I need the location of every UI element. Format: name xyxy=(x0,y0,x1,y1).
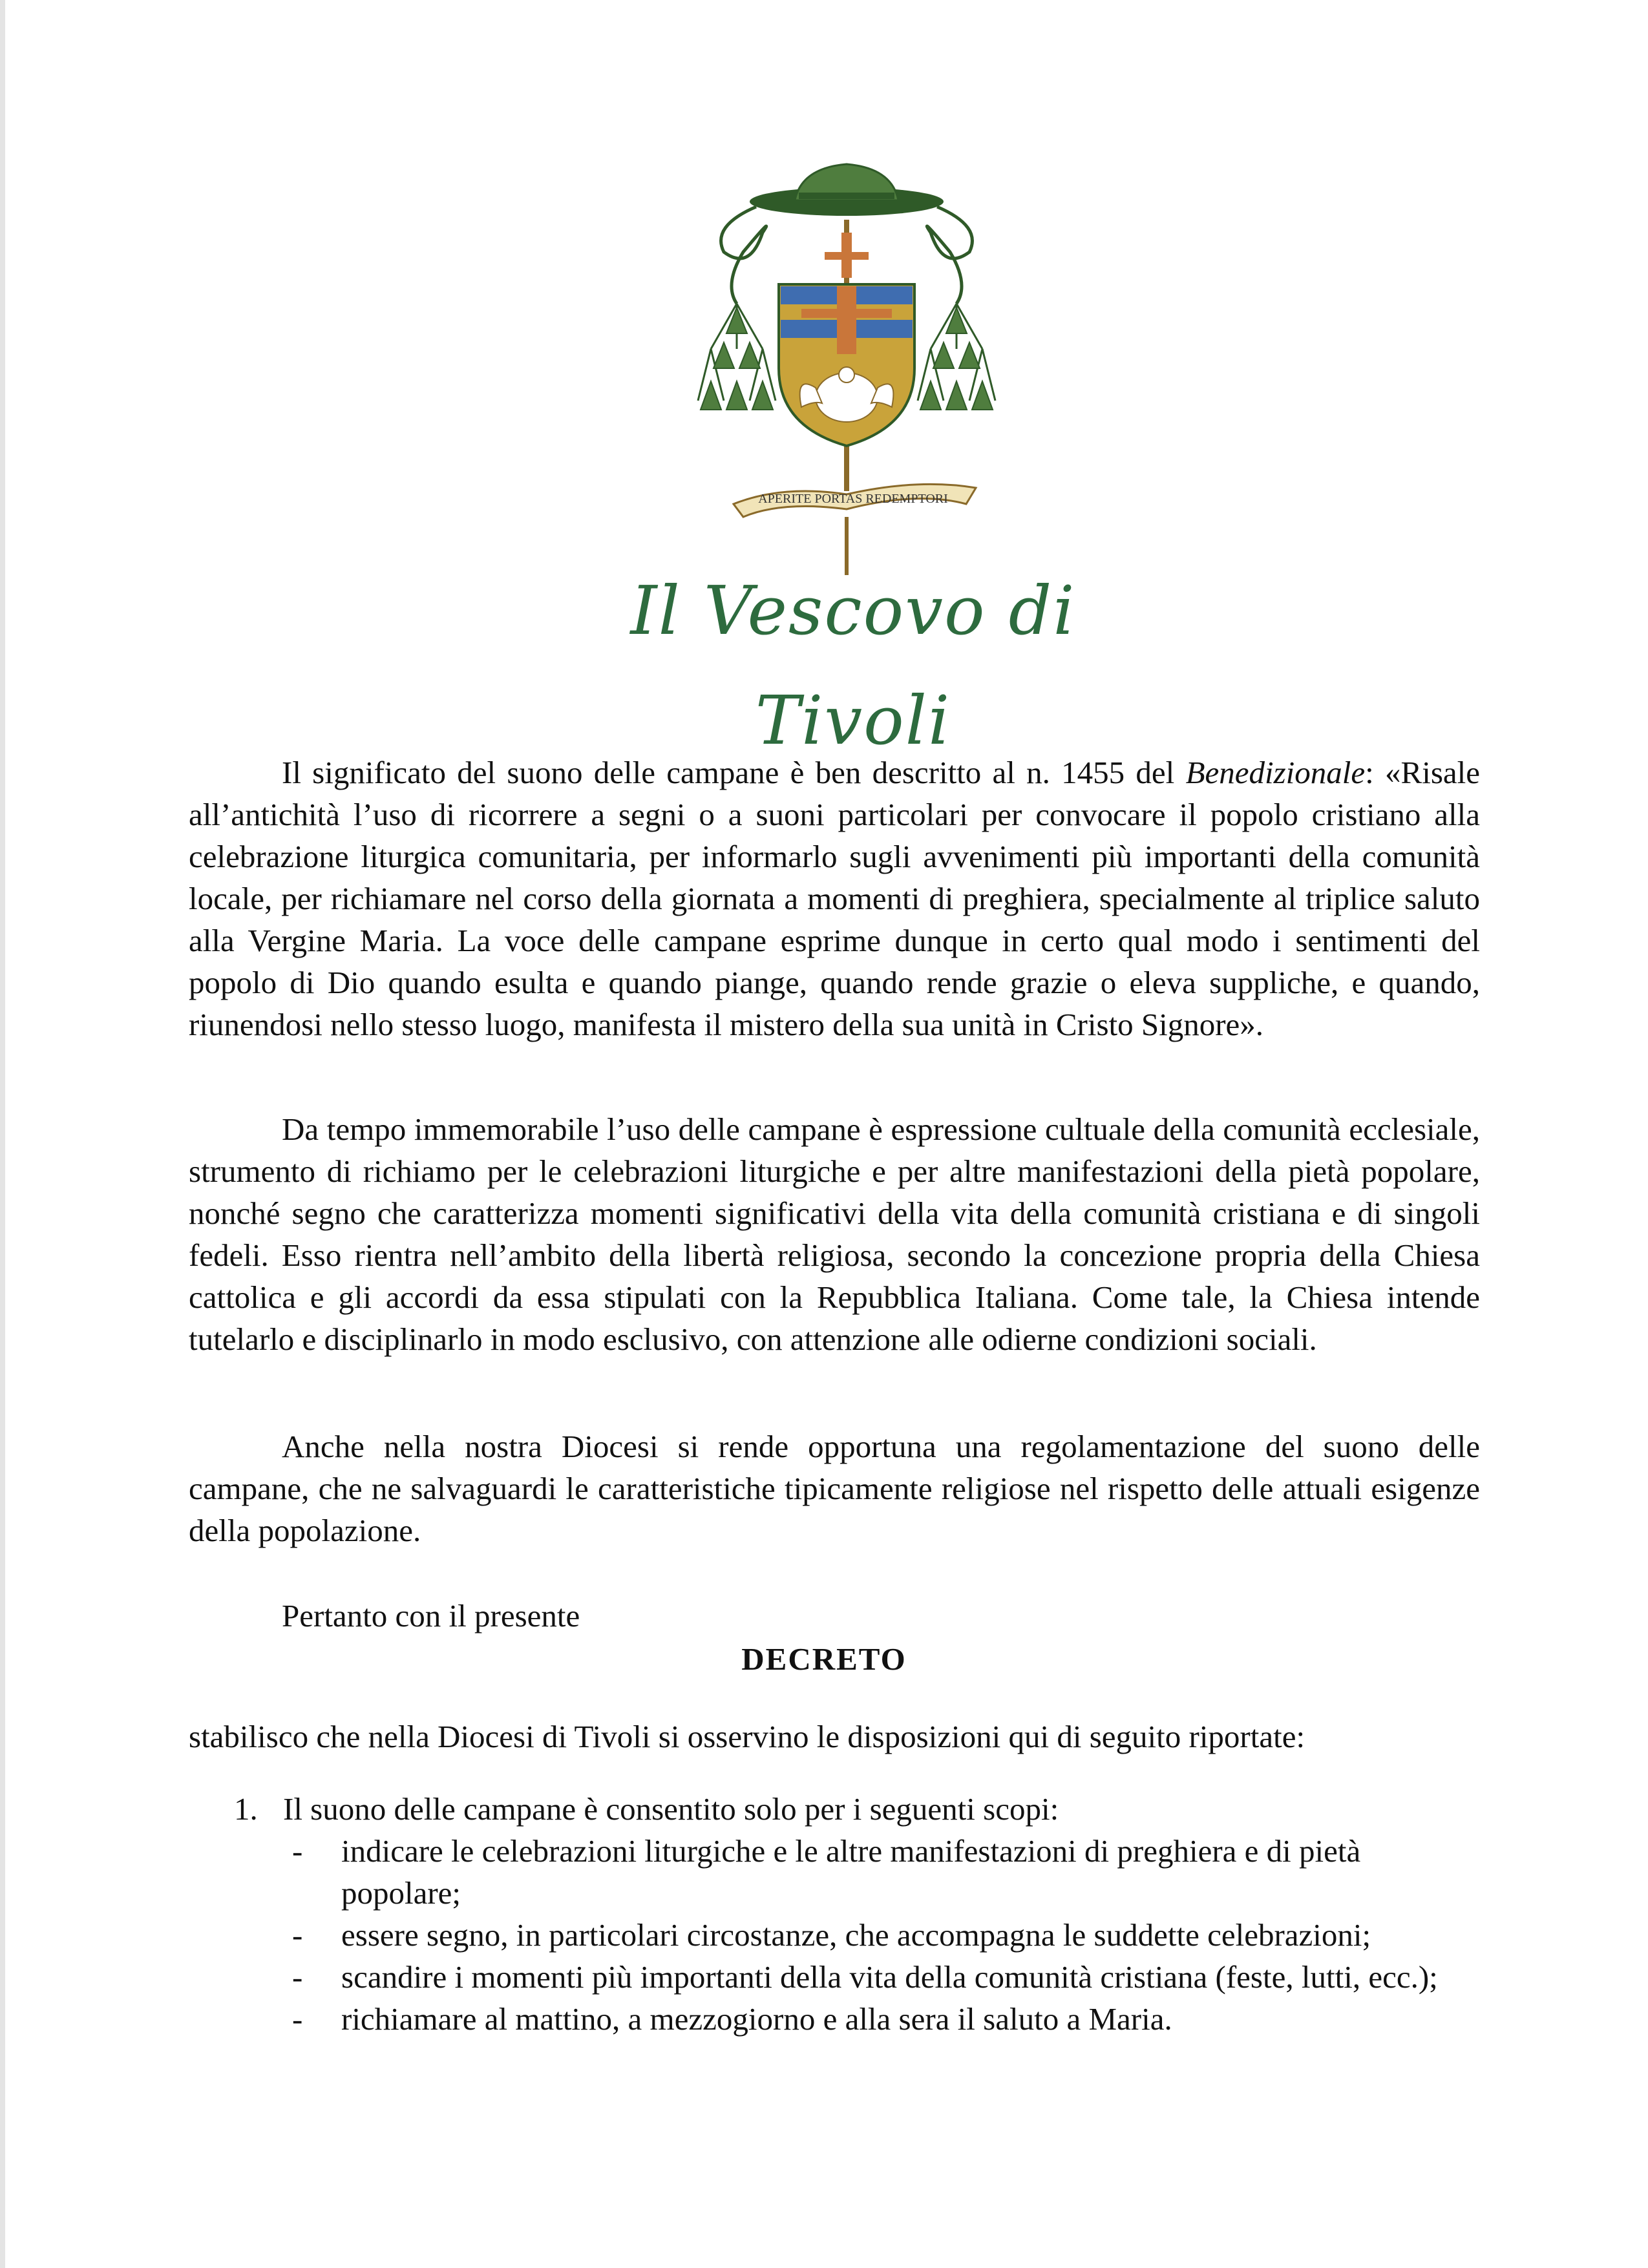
purpose-text: indicare le celebrazioni liturgiche e le altre manifestazioni di preghiera e di pietà popolare; xyxy=(341,1833,1361,1911)
purpose-item xyxy=(292,1956,1480,1998)
paragraph-4-text: Pertanto con il presente xyxy=(282,1598,580,1633)
bullet-dash: - xyxy=(292,1917,303,1953)
paragraph-3-text: Anche nella nostra Diocesi si rende opportuna una regolamentazione del suono delle campane, che ne salvaguardi le caratteristiche tipicamente religiose nel rispetto delle attuali esigenze della popolazione. xyxy=(189,1429,1480,1548)
benedizionale-title: Benedizionale xyxy=(1185,755,1366,790)
purpose-text: richiamare al mattino, a mezzogiorno e alla sera il saluto a Maria. xyxy=(341,2001,1172,2037)
purpose-text: scandire i momenti più importanti della vita della comunità cristiana (feste, lutti, ecc.); xyxy=(341,1959,1438,1995)
purpose-item xyxy=(292,1998,1480,2040)
list-intro: Il suono delle campane è consentito solo per i seguenti scopi: xyxy=(283,1791,1059,1827)
bullet-dash: - xyxy=(292,1833,303,1869)
purpose-item xyxy=(292,1830,1480,1914)
paragraph-4 xyxy=(189,1595,1480,1637)
provisions-list xyxy=(234,1788,1480,2040)
list-item xyxy=(234,1788,1480,1830)
purpose-list xyxy=(234,1830,1480,2040)
paragraph-1-lead: Il significato del suono delle campane è ben descritto al n. 1455 del xyxy=(282,755,1186,790)
list-number: 1. xyxy=(234,1791,258,1827)
bullet-dash: - xyxy=(292,1959,303,1995)
paragraph-1-rest: : «Risale all’antichità l’uso di ricorrere a segni o a suoni particolari per convocare il popolo cristiano alla celebrazione liturgica comunitaria, per informarlo sugli avvenimenti più importanti della comunità locale, per richiamare nel corso della giornata a momenti di preghiera, specialmente al triplice saluto alla Vergine Maria. La voce delle campane esprime dunque in certo qual modo i sentimenti del popolo di Dio quando esulta e quando piange, quando rende grazie o eleva suppliche, e quando, riunendosi nello stesso luogo, manifesta il mistero della sua unità in Cristo Signore». xyxy=(189,755,1481,1042)
paragraph-1 xyxy=(189,751,1480,1045)
bullet-dash: - xyxy=(292,2001,303,2037)
purpose-item xyxy=(292,1914,1480,1956)
crest-motto: APERITE PORTAS REDEMPTORI xyxy=(758,492,948,506)
purpose-text: essere segno, in particolari circostanze, che accompagna le suddette celebrazioni; xyxy=(341,1917,1371,1953)
paragraph-5-text: stabilisco che nella Diocesi di Tivoli si osservino le disposizioni qui di seguito riportate: xyxy=(189,1719,1305,1754)
decree-title: DECRETO xyxy=(741,1641,907,1677)
episcopal-coat-of-arms-icon xyxy=(672,155,1021,582)
paragraph-2-text: Da tempo immemorabile l’uso delle campane è espressione cultuale della comunità ecclesiale, strumento di richiamo per le celebrazioni liturgiche e per altre manifestazioni della pietà popolare, nonché segno che caratterizza momenti significativi della vita della comunità cristiana e di singoli fedeli. Esso rientra nell’ambito della libertà religiosa, secondo la concezione propria della Chiesa cattolica e gli accordi da essa stipulati con la Repubblica Italiana. Come tale, la Chiesa intende tutelarlo e disciplinarlo in modo esclusivo, con attenzione alle odierne condizioni sociali. xyxy=(189,1111,1480,1357)
paragraph-2 xyxy=(189,1108,1480,1360)
paragraph-3 xyxy=(189,1425,1480,1551)
paragraph-5 xyxy=(189,1716,1480,1758)
bishop-signature: Il Vescovo di Tivoli xyxy=(630,571,1076,760)
scan-edge xyxy=(0,0,5,2268)
